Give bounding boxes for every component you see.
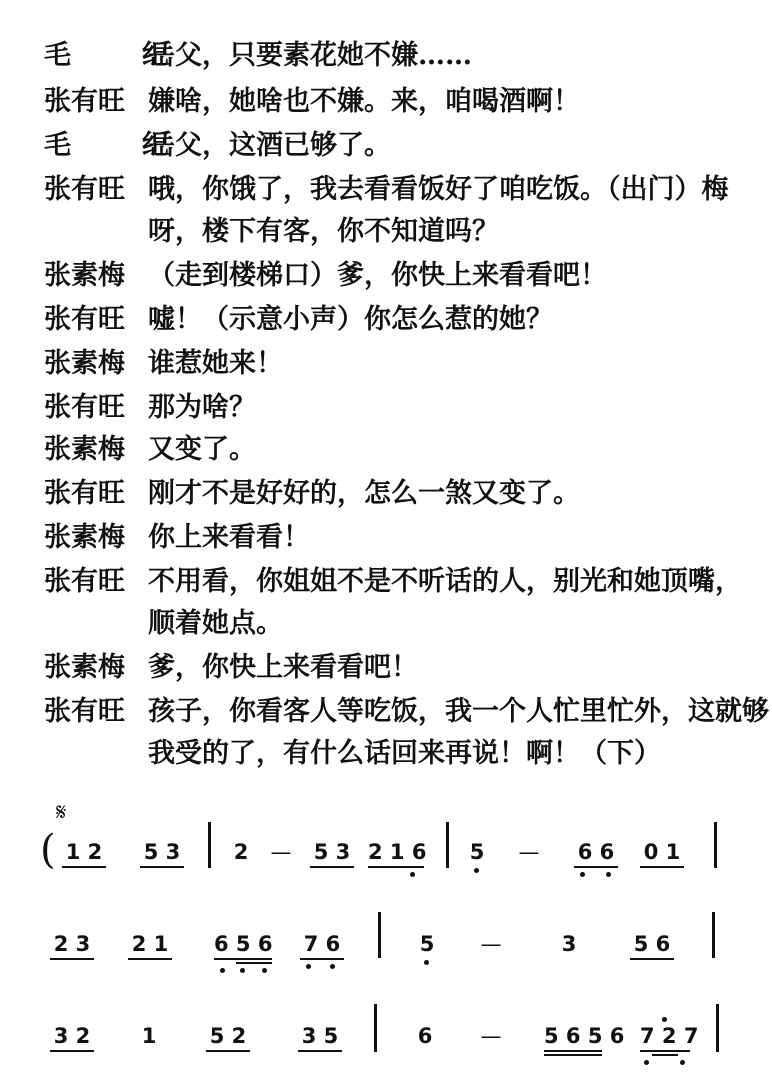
speaker-name: 张素梅	[44, 348, 125, 379]
low-octave-dot	[424, 960, 429, 965]
dialogue-line	[0, 518, 772, 558]
bar-line	[374, 1004, 377, 1052]
dash-hold: —	[518, 840, 540, 864]
dialogue-line	[0, 388, 772, 428]
low-octave-dot	[580, 872, 585, 877]
dash-hold: —	[270, 840, 292, 864]
speaker-name: 张有旺	[44, 478, 125, 509]
underline-beam	[630, 958, 674, 960]
dialogue-line	[0, 734, 772, 774]
speaker-name: 张有旺	[44, 566, 125, 597]
note-group: 2 3	[53, 932, 91, 956]
high-octave-dot	[662, 1017, 667, 1022]
open-parenthesis: (	[40, 827, 56, 873]
dialogue-text: 顺着她点。	[148, 608, 283, 639]
dialogue-line	[0, 474, 772, 514]
underline-beam	[128, 958, 172, 960]
dialogue-line	[0, 344, 772, 384]
low-octave-dot	[474, 868, 479, 873]
underline-beam	[544, 1054, 602, 1056]
low-octave-dot	[680, 1060, 685, 1065]
segno-sign: 𝄋	[56, 798, 67, 826]
note: 2	[233, 840, 249, 864]
low-octave-dot	[606, 872, 611, 877]
speaker-name: 毛 纪	[44, 40, 191, 71]
underline-beam	[50, 958, 94, 960]
underline-beam	[300, 958, 344, 960]
dialogue-line	[0, 300, 772, 340]
note-group: 5 3	[313, 840, 351, 864]
speaker-name: 张有旺	[44, 696, 125, 727]
low-octave-dot	[262, 968, 267, 973]
dialogue-line	[0, 170, 772, 210]
dialogue-line	[0, 430, 772, 470]
low-octave-dot	[220, 968, 225, 973]
note-group: 2 1 6	[368, 840, 427, 864]
dialogue-text: 岳父，只要素花她不嫌……	[148, 40, 472, 71]
dialogue-line	[0, 256, 772, 296]
dialogue-text: 岳父，这酒已够了。	[148, 130, 391, 161]
note-group: 6 5 6	[214, 932, 273, 956]
note-group: 5 6 5 6	[544, 1024, 625, 1048]
bar-line	[714, 822, 717, 868]
underline-beam	[640, 866, 684, 868]
underline-beam	[310, 866, 354, 868]
dialogue-line	[0, 126, 772, 166]
dialogue-line	[0, 82, 772, 122]
underline-beam	[206, 1050, 250, 1052]
dialogue-text: 孩子，你看客人等吃饭，我一个人忙里忙外，这就够	[148, 696, 769, 727]
note: 5	[469, 840, 485, 864]
dialogue-line	[0, 692, 772, 732]
note-group: 7 2 7	[640, 1024, 699, 1048]
speaker-name: 张素梅	[44, 260, 125, 291]
dialogue-line	[0, 604, 772, 644]
dash-hold: —	[480, 1024, 502, 1048]
underline-beam	[140, 866, 184, 868]
bar-line	[446, 822, 449, 868]
underline-beam	[574, 866, 618, 868]
underline-beam	[652, 1054, 678, 1056]
note-group: 2 1	[131, 932, 169, 956]
dialogue-text: 又变了。	[148, 434, 256, 465]
note-group: 7 6	[303, 932, 341, 956]
note-group: 0 1	[643, 840, 681, 864]
note-group: 5 6	[633, 932, 671, 956]
dialogue-text: 不用看，你姐姐不是不听话的人，别光和她顶嘴，	[148, 566, 742, 597]
dialogue-text: 我受的了，有什么话回来再说！啊！（下）	[148, 738, 661, 769]
dialogue-text: 谁惹她来！	[148, 348, 283, 379]
dialogue-text: 你上来看看！	[148, 522, 310, 553]
note-group: 1 2	[65, 840, 103, 864]
dialogue-text: 那为啥？	[148, 392, 256, 423]
underline-beam	[236, 962, 272, 964]
dialogue-text: 爹，你快上来看看吧！	[148, 652, 418, 683]
speaker-name: 张有旺	[44, 392, 125, 423]
note: 1	[141, 1024, 157, 1048]
speaker-name: 张有旺	[44, 174, 125, 205]
speaker-name: 张有旺	[44, 86, 125, 117]
dialogue-line	[0, 562, 772, 602]
low-octave-dot	[330, 964, 335, 969]
speaker-name: 张素梅	[44, 652, 125, 683]
speaker-name: 张素梅	[44, 434, 125, 465]
note-group: 3 5	[301, 1024, 339, 1048]
underline-beam	[214, 958, 272, 960]
dialogue-line	[0, 36, 772, 76]
note: 3	[561, 932, 577, 956]
low-octave-dot	[644, 1060, 649, 1065]
underline-beam	[544, 1050, 602, 1052]
underline-beam	[640, 1050, 690, 1052]
low-octave-dot	[240, 968, 245, 973]
dialogue-text: 呀，楼下有客，你不知道吗？	[148, 216, 499, 247]
dash-hold: —	[480, 932, 502, 956]
dialogue-text: 哦，你饿了，我去看看饭好了咱吃饭。（出门）梅	[148, 174, 729, 205]
low-octave-dot	[410, 872, 415, 877]
speaker-name: 张素梅	[44, 522, 125, 553]
dialogue-line	[0, 648, 772, 688]
speaker-name: 张有旺	[44, 304, 125, 335]
bar-line	[378, 912, 381, 958]
note-group: 6 6	[577, 840, 615, 864]
note: 6	[417, 1024, 433, 1048]
underline-beam	[298, 1050, 342, 1052]
note-group: 5 2	[209, 1024, 247, 1048]
dialogue-text: （走到楼梯口）爹，你快上来看看吧！	[148, 260, 607, 291]
speaker-name: 毛 纪	[44, 130, 191, 161]
bar-line	[716, 1004, 719, 1052]
note: 5	[419, 932, 435, 956]
dialogue-text: 刚才不是好好的，怎么一煞又变了。	[148, 478, 580, 509]
bar-line	[208, 822, 211, 868]
dialogue-text: 嫌啥，她啥也不嫌。来，咱喝酒啊！	[148, 86, 580, 117]
dialogue-line	[0, 212, 772, 252]
dialogue-text: 嘘！（示意小声）你怎么惹的她？	[148, 304, 553, 335]
low-octave-dot	[306, 964, 311, 969]
note-group: 5 3	[143, 840, 181, 864]
note-group: 3 2	[53, 1024, 91, 1048]
underline-beam	[62, 866, 106, 868]
underline-beam	[368, 866, 424, 868]
bar-line	[712, 912, 715, 958]
underline-beam	[50, 1050, 94, 1052]
